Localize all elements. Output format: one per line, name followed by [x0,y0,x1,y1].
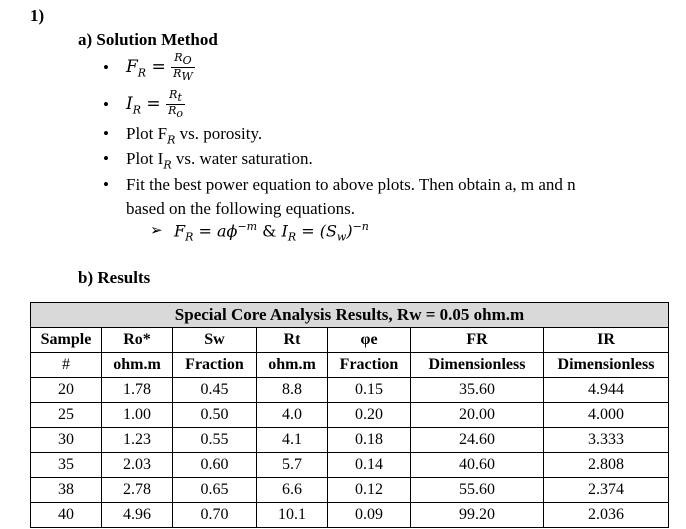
table-cell: 8.8 [257,378,328,403]
table-cell: 6.6 [257,478,328,503]
table-cell: 5.7 [257,453,328,478]
unit-fr: Dimensionless [411,353,544,378]
table-cell: 0.45 [173,378,257,403]
header-rt: Rt [257,328,328,353]
fr-fraction: $\frac{R_O}{R_W}$ [173,51,193,84]
table-row [31,428,669,453]
table-cell: 0.50 [173,403,257,428]
bullet-dot: • [103,124,109,143]
table-cell: 4.96 [102,503,173,528]
table-cell: 30 [31,428,102,453]
bullet-fit-line1: Fit the best power equation to above plots. Then obtain a, m and n [126,175,576,194]
equation-ir: $I_R$ = $\frac{R_t}{R_o}$ [126,88,183,121]
table-cell: 35 [31,453,102,478]
table-row [31,453,669,478]
table-cell: 24.60 [411,428,544,453]
table-cell: 35.60 [411,378,544,403]
table-cell: 99.20 [411,503,544,528]
ir-fraction: $\frac{R_t}{R_o}$ [168,88,183,121]
bullet-plot-ir: Plot $I_R$ vs. water saturation. [126,149,313,172]
table-cell: 0.70 [173,503,257,528]
bullet-plot-fr: Plot $F_R$ vs. porosity. [126,124,263,147]
table-cell: 38 [31,478,102,503]
table-cell: 4.0 [257,403,328,428]
unit-sw: Fraction [173,353,257,378]
table-cell: 1.23 [102,428,173,453]
table-cell: 0.55 [173,428,257,453]
unit-phi: Fraction [328,353,411,378]
table-row [31,403,669,428]
unit-ro: ohm.m [102,353,173,378]
table-cell: 4.1 [257,428,328,453]
table-row [31,378,669,403]
table-cell: 2.03 [102,453,173,478]
bullet-dot: • [103,95,109,114]
header-fr: FR [411,328,544,353]
table-cell: 2.036 [544,503,669,528]
table-row [31,478,669,503]
table-cell: 1.78 [102,378,173,403]
table-cell: 0.12 [328,478,411,503]
table-row [31,503,669,528]
ir-subscript: R [132,103,142,117]
table-cell: 1.00 [102,403,173,428]
table-cell: 20 [31,378,102,403]
bullet-fit-line2: based on the following equations. [126,199,355,218]
table-cell: 3.333 [544,428,669,453]
fr-subscript: R [137,66,147,80]
table-cell: 0.18 [328,428,411,453]
header-sample: Sample [31,328,102,353]
table-cell: 55.60 [411,478,544,503]
equation-fr: $F_R$ = $\frac{R_O}{R_W}$ [126,51,193,84]
unit-sample: # [31,353,102,378]
header-phi: φe [328,328,411,353]
table-title: Special Core Analysis Results, Rw = 0.05 ohm.m [31,303,669,328]
table-cell: 0.60 [173,453,257,478]
table-cell: 40 [31,503,102,528]
question-number: 1) [30,6,45,25]
table-cell: 2.374 [544,478,669,503]
table-cell: 0.09 [328,503,411,528]
table-cell: 25 [31,403,102,428]
section-b-title: b) Results [78,268,151,287]
bullet-dot: • [103,58,109,77]
table-cell: 2.808 [544,453,669,478]
table-cell: 4.000 [544,403,669,428]
bullet-dot: • [103,175,109,194]
table-cell: 10.1 [257,503,328,528]
bullet-dot: • [103,149,109,168]
arrow-bullet-icon: ➢ [150,223,163,239]
table-cell: 20.00 [411,403,544,428]
ir-symbol: I [126,94,133,115]
combined-equations: $F_R = a\phi^{-m}$ & $I_R = (S_w)^{-n}$ [174,220,369,244]
table-cell: 0.65 [173,478,257,503]
unit-ir: Dimensionless [544,353,669,378]
table-cell: 4.944 [544,378,669,403]
section-a-title: a) Solution Method [78,30,218,49]
fr-symbol: F [126,57,138,78]
table-cell: 2.78 [102,478,173,503]
table-cell: 0.15 [328,378,411,403]
unit-rt: ohm.m [257,353,328,378]
table-cell: 0.14 [328,453,411,478]
header-sw: Sw [173,328,257,353]
table-cell: 0.20 [328,403,411,428]
header-ro: Ro* [102,328,173,353]
results-table [30,302,669,528]
header-ir: IR [544,328,669,353]
table-cell: 40.60 [411,453,544,478]
